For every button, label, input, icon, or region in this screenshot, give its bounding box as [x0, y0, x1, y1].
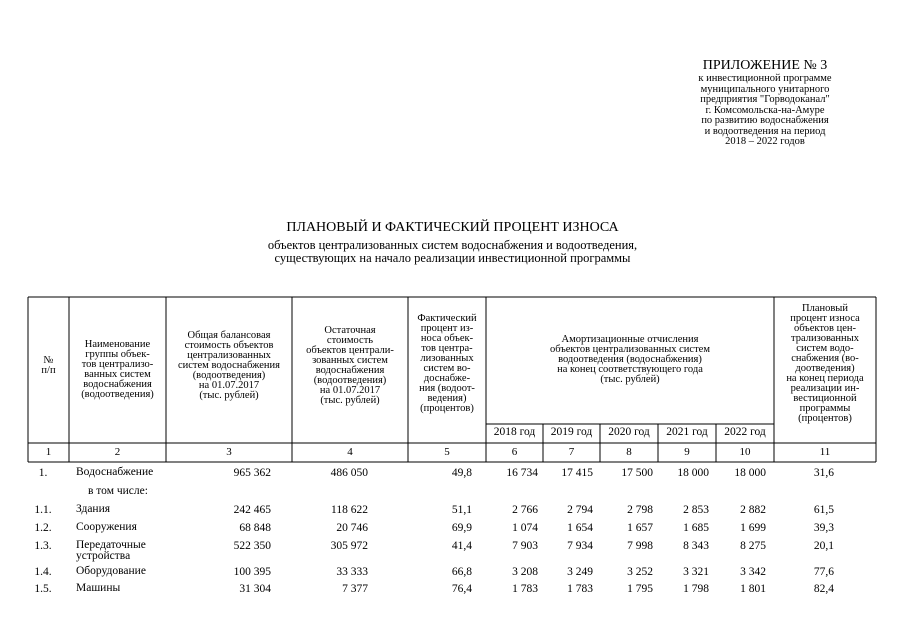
- row-2018: 16 734: [506, 467, 538, 479]
- row-2022: 8 275: [740, 540, 766, 552]
- row-2019: 1 783: [567, 583, 593, 595]
- appendix-title: ПРИЛОЖЕНИЕ № 3: [702, 58, 828, 73]
- row-planned: 82,4: [813, 583, 834, 595]
- row-total: 31 304: [239, 583, 271, 595]
- row-num: 1.4.: [34, 566, 52, 578]
- row-num: 1.3.: [34, 540, 52, 552]
- row-planned: 39,3: [813, 522, 834, 534]
- row-residual: 118 622: [331, 504, 368, 516]
- year-2022: 2022 год: [724, 426, 766, 438]
- row-2018: 3 208: [512, 566, 538, 578]
- row-planned: 77,6: [813, 566, 834, 578]
- row-residual: 33 333: [336, 566, 368, 578]
- colnum-8: 8: [626, 446, 632, 458]
- colnum-3: 3: [226, 446, 232, 458]
- page-subtitle: объектов централизованных систем водоснабжения и водоотведения, существующих на начало реализации инвестиционной программы: [267, 238, 638, 265]
- row-2020: 1 657: [627, 522, 653, 534]
- row-total: 965 362: [233, 467, 271, 479]
- row-2020: 1 795: [627, 583, 653, 595]
- row-2018: 1 783: [512, 583, 538, 595]
- row-residual: 20 746: [336, 522, 368, 534]
- row-2018: 2 766: [512, 504, 538, 516]
- header-total-cost: Общая балансовая стоимость объектов централизованных систем водоснабжения (водоотведения) на 01.07.2017 (тыс. рублей): [177, 330, 280, 401]
- row-2018: 1 074: [512, 522, 538, 534]
- colnum-11: 11: [819, 446, 831, 458]
- row-name: Передаточные устройства: [76, 539, 146, 562]
- colnum-10: 10: [739, 446, 751, 458]
- row-num: 1.2.: [34, 522, 52, 534]
- year-2019: 2019 год: [550, 426, 593, 438]
- row-residual: 305 972: [330, 540, 368, 552]
- row-name: Оборудование: [76, 565, 146, 577]
- year-2021: 2021 год: [666, 426, 708, 438]
- row-2020: 2 798: [627, 504, 653, 516]
- row-residual: 486 050: [330, 467, 368, 479]
- colnum-5: 5: [444, 446, 450, 458]
- row-actual: 69,9: [451, 522, 472, 534]
- colnum-4: 4: [347, 446, 353, 458]
- row-2022: 1 699: [740, 522, 766, 534]
- header-num: № п/п: [41, 355, 56, 376]
- row-name: Водоснабжение: [76, 466, 154, 478]
- header-name: Наименование группы объек- тов централизо- ванных систем водоснабжения (водоотведения): [81, 339, 154, 400]
- row-total: 68 848: [239, 522, 271, 534]
- row-2022: 3 342: [740, 566, 766, 578]
- colnum-9: 9: [684, 446, 690, 458]
- row-name: Здания: [76, 503, 111, 515]
- row-2021: 2 853: [683, 504, 709, 516]
- row-planned: 61,5: [813, 504, 834, 516]
- row-2021: 8 343: [683, 540, 709, 552]
- row-residual: 7 377: [342, 583, 368, 595]
- row-total: 100 395: [233, 566, 271, 578]
- colnum-2: 2: [114, 446, 121, 458]
- row-actual: 51,1: [451, 504, 472, 516]
- row-planned: 31,6: [813, 467, 834, 479]
- year-2020: 2020 год: [608, 426, 650, 438]
- row-2018: 7 903: [512, 540, 538, 552]
- colnum-7: 7: [568, 446, 575, 458]
- row-2022: 2 882: [740, 504, 766, 516]
- page-title: ПЛАНОВЫЙ И ФАКТИЧЕСКИЙ ПРОЦЕНТ ИЗНОСА: [286, 220, 619, 235]
- row-planned: 20,1: [813, 540, 834, 552]
- row-2021: 3 321: [683, 566, 709, 578]
- row-name: Сооружения: [76, 521, 137, 533]
- row-num: 1.: [38, 467, 48, 479]
- header-actual-wear: Фактический процент из- носа объек- тов центра- лизованных систем во- доснабже- ния (водоот- ведения) (процентов): [417, 313, 477, 414]
- row-2020: 7 998: [627, 540, 653, 552]
- row-2020: 3 252: [627, 566, 653, 578]
- row-2019: 7 934: [567, 540, 593, 552]
- row-2021: 18 000: [677, 467, 709, 479]
- row-2020: 17 500: [621, 467, 653, 479]
- row-num: 1.5.: [34, 583, 52, 595]
- row-total: 522 350: [233, 540, 271, 552]
- header-residual-cost: Остаточная стоимость объектов централи- зованных систем водоснабжения (водоотведения) на 01.07.2017 (тыс. рублей): [306, 325, 394, 406]
- row-name: в том числе:: [88, 485, 148, 497]
- row-actual: 66,8: [451, 566, 472, 578]
- row-2019: 3 249: [567, 566, 593, 578]
- row-2021: 1 685: [683, 522, 709, 534]
- year-2018: 2018 год: [493, 426, 536, 438]
- row-2022: 18 000: [734, 467, 766, 479]
- header-amortization: Амортизационные отчисления объектов централизованных систем водоотведения (водоснабжения) на конец соответствующего года (тыс. рублей): [550, 334, 710, 385]
- row-actual: 76,4: [451, 583, 472, 595]
- row-actual: 41,4: [451, 540, 472, 552]
- row-actual: 49,8: [451, 467, 472, 479]
- row-2019: 1 654: [567, 522, 593, 534]
- colnum-6: 6: [511, 446, 518, 458]
- row-num: 1.1.: [34, 504, 52, 516]
- colnum-1: 1: [45, 446, 52, 458]
- header-planned-wear: Плановый процент износа объектов цен- трализованных систем водо- снабжения (во- доотведения) на конец периода реализации ин- вестиционной программы (процентов): [786, 303, 864, 424]
- row-2019: 2 794: [567, 504, 593, 516]
- row-total: 242 465: [233, 504, 271, 516]
- row-2019: 17 415: [561, 467, 593, 479]
- row-2022: 1 801: [740, 583, 766, 595]
- row-2021: 1 798: [683, 583, 709, 595]
- row-name: Машины: [76, 582, 121, 594]
- appendix-subtitle: к инвестиционной программе муниципального унитарного предприятия "Горводоканал" г. Комсомольска-на-Амуре по развитию водоснабжения и водоотведения на период 2018 – 2022 годов: [698, 73, 832, 147]
